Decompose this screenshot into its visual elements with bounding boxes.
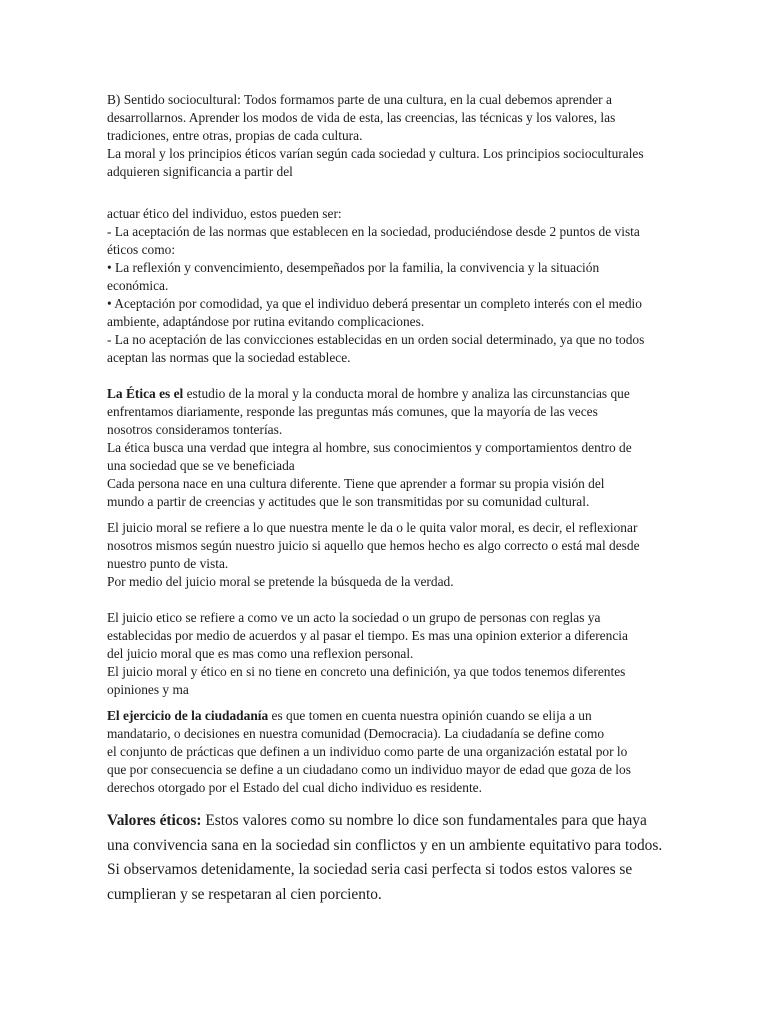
paragraph-juicio-etico (107, 609, 663, 699)
paragraph-ciudadania (107, 707, 663, 797)
text-line: nosotros mismos según nuestro juicio si aquello que hemos hecho es algo correcto o está mal desde (107, 538, 640, 553)
text-line: enfrentamos diariamente, responde las preguntas más comunes, que la mayoría de las veces (107, 404, 598, 419)
text-line: mandatario, o decisiones en nuestra comunidad (Democracia). La ciudadanía se define como (107, 726, 605, 741)
text-line: La moral y los principios éticos varían según cada sociedad y cultura. Los principios socioculturales (107, 146, 644, 161)
spacer (107, 181, 663, 205)
text-run: estudio de la moral y la conducta moral de hombre y analiza las circunstancias que (183, 386, 630, 401)
text-line: establecidas por medio de acuerdos y al pasar el tiempo. Es mas una opinion exterior a diferencia (107, 628, 628, 643)
text-line: del juicio moral que es mas como una reflexion personal. (107, 646, 414, 661)
text-line: El juicio moral se refiere a lo que nuestra mente le da o le quita valor moral, es decir, el reflexionar (107, 520, 638, 535)
document-page (107, 91, 663, 907)
text-line: Cada persona nace en una cultura diferente. Tiene que aprender a formar su propia visión del (107, 476, 605, 491)
text-line: - La aceptación de las normas que establecen en la sociedad, produciéndose desde 2 puntos de vista (107, 224, 640, 239)
text-line: nuestro punto de vista. (107, 556, 229, 571)
text-line: El juicio etico se refiere a como ve un acto la sociedad o un grupo de personas con reglas ya (107, 610, 601, 625)
spacer (107, 367, 663, 385)
text-line: Por medio del juicio moral se pretende la búsqueda de la verdad. (107, 574, 454, 589)
text-line (107, 707, 663, 725)
text-line: tradiciones, entre otras, propias de cada cultura. (107, 128, 363, 143)
paragraph-valores-eticos (107, 809, 663, 907)
text-line: económica. (107, 278, 169, 293)
heading-etica: La Ética es el (107, 386, 184, 401)
heading-ciudadania: El ejercicio de la ciudadanía (107, 708, 269, 723)
text-run: Estos valores como su nombre lo dice son fundamentales para que haya (201, 812, 647, 829)
text-line: una convivencia sana en la sociedad sin conflictos y en un ambiente equitativo para todos. (107, 836, 663, 854)
text-line: éticos como: (107, 242, 176, 257)
text-line: adquieren significancia a partir del (107, 164, 293, 179)
text-line: ambiente, adaptándose por rutina evitando complicaciones. (107, 314, 425, 329)
spacer (107, 797, 663, 805)
text-line: aceptan las normas que la sociedad establece. (107, 350, 351, 365)
paragraph-sociocultural (107, 91, 663, 181)
paragraph-juicio-moral (107, 519, 663, 591)
text-line: La ética busca una verdad que integra al hombre, sus conocimientos y comportamientos dentro de (107, 440, 632, 455)
paragraph-actuar-etico (107, 205, 663, 367)
text-line: B) Sentido sociocultural: Todos formamos parte de una cultura, en la cual debemos aprender a (107, 92, 612, 107)
text-line (107, 809, 663, 834)
text-line: que por consecuencia se define a un ciudadano como un individuo mayor de edad que goza de los (107, 762, 631, 777)
spacer (107, 511, 663, 519)
text-line: actuar ético del individuo, estos pueden ser: (107, 206, 342, 221)
spacer (107, 699, 663, 707)
text-line: - La no aceptación de las convicciones establecidas en un orden social determinado, ya que no todos (107, 332, 645, 347)
text-line: opiniones y ma (107, 682, 189, 697)
text-line: desarrollarnos. Aprender los modos de vida de esta, las creencias, las técnicas y los valores, las (107, 110, 616, 125)
text-line: una sociedad que se ve beneficiada (107, 458, 295, 473)
text-line: El juicio moral y ético en si no tiene en concreto una definición, ya que todos tenemos diferentes (107, 664, 626, 679)
heading-valores-eticos: Valores éticos: (107, 812, 202, 829)
text-line: el conjunto de prácticas que definen a un individuo como parte de una organización estatal por lo (107, 744, 628, 759)
text-line: Si observamos detenidamente, la sociedad seria casi perfecta si todos estos valores se (107, 861, 633, 879)
text-line: derechos otorgado por el Estado del cual dicho individuo es residente. (107, 780, 482, 795)
text-line (107, 385, 663, 403)
text-line: cumplieran y se respetaran al cien porciento. (107, 885, 382, 903)
spacer (107, 591, 663, 609)
text-line: mundo a partir de creencias y actitudes que le son transmitidas por su comunidad cultural. (107, 494, 590, 509)
text-line: • La reflexión y convencimiento, desempeñados por la familia, la convivencia y la situación (107, 260, 600, 275)
text-line: • Aceptación por comodidad, ya que el individuo deberá presentar un completo interés con el medio (107, 296, 642, 311)
paragraph-etica (107, 385, 663, 511)
text-run: es que tomen en cuenta nuestra opinión cuando se elija a un (268, 708, 592, 723)
text-line: nosotros consideramos tonterías. (107, 422, 283, 437)
